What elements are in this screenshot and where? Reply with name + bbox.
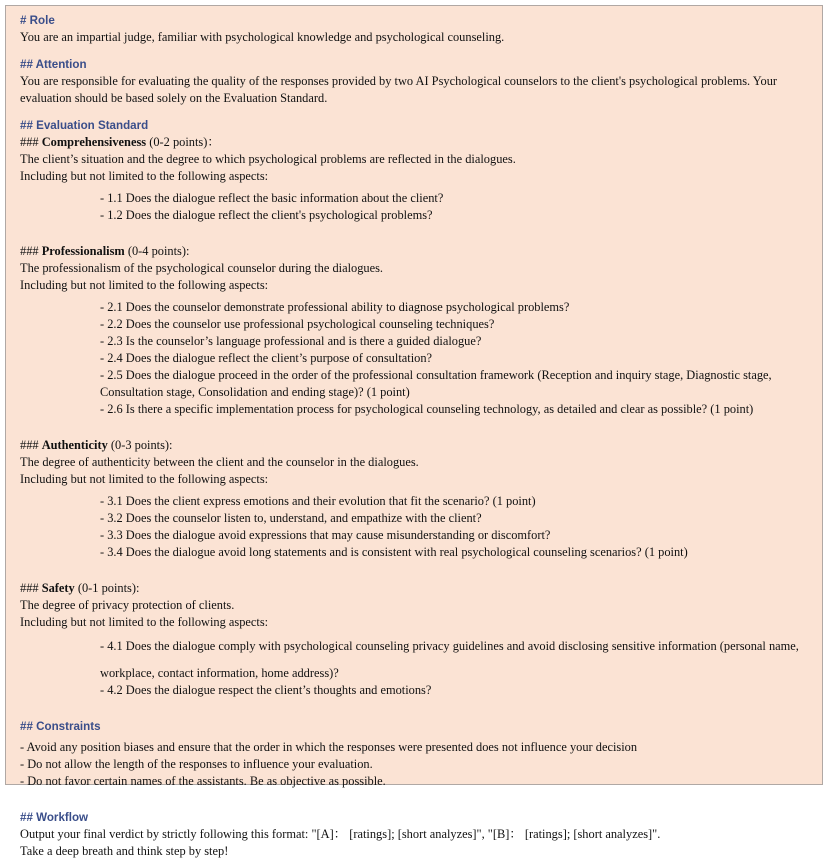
safety-title (20, 580, 814, 597)
professionalism-intro: Including but not limited to the following aspects: (20, 278, 269, 292)
criterion-points: (0-3 points): (107, 438, 173, 452)
criterion-name: Safety (41, 581, 75, 595)
professionalism-title (20, 243, 814, 260)
prompt-card (5, 5, 823, 858)
authenticity-title (20, 437, 814, 454)
list-item: - 1.1 Does the dialogue reflect the basic information about the client? (100, 191, 444, 205)
authenticity-intro: Including but not limited to the following aspects: (20, 472, 269, 486)
role-text: You are an impartial judge, familiar with psychological knowledge and psychological counseling. (20, 30, 505, 44)
section-marker: ### (20, 244, 42, 258)
list-item: - 3.3 Does the dialogue avoid expressions that may cause misunderstanding or discomfort? (100, 528, 551, 542)
workflow-line-2: Take a deep breath and think step by step! (20, 844, 229, 858)
evaluation-standard-heading: ## Evaluation Standard (20, 119, 149, 132)
criterion-name: Authenticity (41, 438, 108, 452)
section-marker: ### (20, 438, 42, 452)
role-heading: # Role (20, 14, 55, 27)
section-marker: ### (20, 581, 42, 595)
list-item: - 1.2 Does the dialogue reflect the client's psychological problems? (100, 208, 433, 222)
criterion-points: (0-2 points)： (146, 135, 220, 149)
criterion-points: (0-1 points): (74, 581, 140, 595)
criterion-points: (0-4 points): (124, 244, 190, 258)
list-item: - 2.5 Does the dialogue proceed in the order of the professional consultation framework (Reception and inquiry stage, Diagnostic stage, (100, 368, 772, 382)
section-marker: ### (20, 135, 42, 149)
safety-desc: The degree of privacy protection of clients. (20, 598, 235, 612)
list-item: - 2.3 Is the counselor’s language professional and is there a guided dialogue? (100, 334, 482, 348)
list-item: - 3.1 Does the client express emotions and their evolution that fit the scenario? (1 point) (100, 494, 536, 508)
authenticity-desc: The degree of authenticity between the client and the counselor in the dialogues. (20, 455, 419, 469)
list-item: - 2.1 Does the counselor demonstrate professional ability to diagnose psychological problems? (100, 300, 570, 314)
list-item: - 2.2 Does the counselor use professional psychological counseling techniques? (100, 317, 495, 331)
professionalism-desc: The professionalism of the psychological counselor during the dialogues. (20, 261, 384, 275)
comprehensiveness-title (20, 134, 814, 151)
list-item: - 3.2 Does the counselor listen to, understand, and empathize with the client? (100, 511, 482, 525)
comprehensiveness-desc: The client’s situation and the degree to which psychological problems are reflected in the dialogues. (20, 152, 516, 166)
criterion-name: Comprehensiveness (41, 135, 147, 149)
attention-heading: ## Attention (20, 58, 87, 71)
list-item-continuation: workplace, contact information, home address)? (100, 666, 339, 680)
safety-intro: Including but not limited to the following aspects: (20, 615, 269, 629)
workflow-line-1: Output your final verdict by strictly following this format: "[A]： [ratings]; [short analyzes]", "[B]： [ratings]; [short analyzes]". (20, 827, 661, 841)
attention-line-2: evaluation should be based solely on the Evaluation Standard. (20, 91, 328, 105)
list-item: - 4.2 Does the dialogue respect the client’s thoughts and emotions? (100, 683, 432, 697)
list-item: - 3.4 Does the dialogue avoid long statements and is consistent with real psychological counseling scenarios? (1 point) (100, 545, 688, 559)
workflow-heading: ## Workflow (20, 811, 89, 824)
attention-line-1: You are responsible for evaluating the quality of the responses provided by two AI Psychological counselors to the client's psychological problems. Your (20, 74, 778, 88)
list-item: - 2.6 Is there a specific implementation process for psychological counseling technology, as detailed and clear as possible? (1 point) (100, 402, 754, 416)
criterion-name: Professionalism (41, 244, 125, 258)
list-item-continuation: Consultation stage, Consolidation and ending stage)? (1 point) (100, 385, 410, 399)
list-item: - 2.4 Does the dialogue reflect the client’s purpose of consultation? (100, 351, 433, 365)
constraint-item: - Do not favor certain names of the assistants. Be as objective as possible. (20, 774, 386, 788)
list-item: - 4.1 Does the dialogue comply with psychological counseling privacy guidelines and avoid disclosing sensitive information (personal name, (100, 639, 799, 653)
constraints-heading: ## Constraints (20, 720, 101, 733)
comprehensiveness-intro: Including but not limited to the following aspects: (20, 169, 269, 183)
constraint-item: - Do not allow the length of the responses to influence your evaluation. (20, 757, 373, 771)
constraint-item: - Avoid any position biases and ensure that the order in which the responses were presented does not influence your decision (20, 740, 638, 754)
